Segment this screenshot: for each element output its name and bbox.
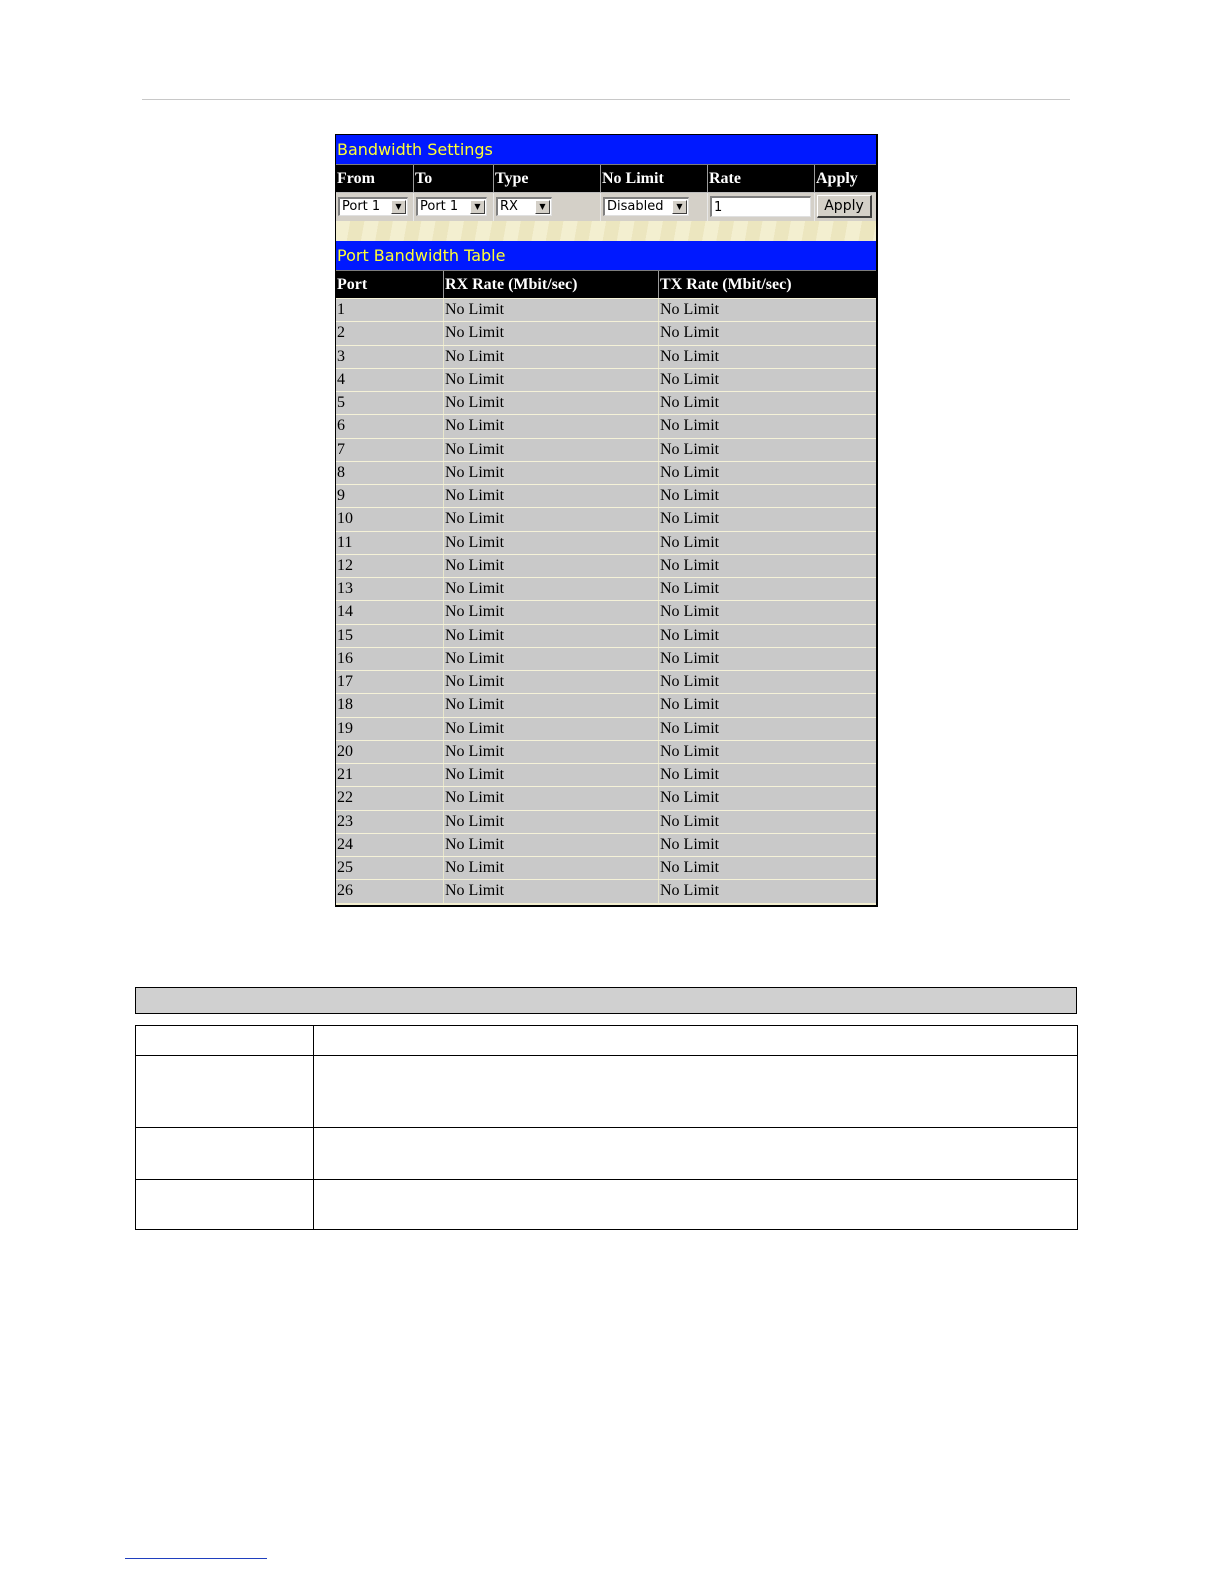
chevron-down-icon[interactable]: ▼ xyxy=(470,200,485,214)
port-table-header xyxy=(336,271,876,298)
tx-rate-cell: No Limit xyxy=(660,487,720,504)
tx-rate-cell: No Limit xyxy=(660,394,720,411)
table-row xyxy=(336,693,876,716)
tx-rate-cell: No Limit xyxy=(660,301,720,318)
port-cell: 11 xyxy=(336,532,444,554)
rx-rate-cell: No Limit xyxy=(444,834,659,856)
port-cell: 6 xyxy=(336,415,444,437)
port-cell: 19 xyxy=(336,718,444,740)
col-no-limit-header: No Limit xyxy=(601,165,708,192)
table-row xyxy=(336,810,876,833)
decorative-band xyxy=(336,221,876,241)
tx-rate-cell: No Limit xyxy=(660,347,720,365)
tx-rate-cell: No Limit xyxy=(660,835,720,853)
port-cell: 24 xyxy=(336,834,444,856)
bandwidth-settings-header xyxy=(336,165,876,192)
tx-rate-cell: No Limit xyxy=(660,719,720,737)
port-cell: 14 xyxy=(336,601,444,623)
table-row xyxy=(336,391,876,414)
table-row xyxy=(336,531,876,554)
table-row xyxy=(336,740,876,763)
table-row xyxy=(336,833,876,856)
table-row xyxy=(336,368,876,391)
table-row xyxy=(336,345,876,368)
table-row xyxy=(336,461,876,484)
bandwidth-screenshot xyxy=(335,134,878,907)
chevron-down-icon[interactable]: ▼ xyxy=(391,200,406,214)
col-rate-header: Rate xyxy=(708,165,815,192)
rx-rate-cell: No Limit xyxy=(444,462,659,484)
tx-rate-cell: No Limit xyxy=(660,742,720,760)
to-select-value: Port 1 xyxy=(420,199,459,214)
table-row xyxy=(336,600,876,623)
rx-rate-cell: No Limit xyxy=(444,369,659,391)
rate-cell xyxy=(708,193,815,221)
table-row xyxy=(336,577,876,600)
table-row xyxy=(336,554,876,577)
tx-rate-cell: No Limit xyxy=(660,649,720,667)
table-row xyxy=(336,484,876,507)
port-cell: 12 xyxy=(336,555,444,577)
tx-rate-cell: No Limit xyxy=(660,510,720,528)
parameter-cell xyxy=(136,1128,314,1180)
tx-rate-cell: No Limit xyxy=(660,580,720,597)
tx-rate-cell: No Limit xyxy=(660,673,720,690)
description-header-cell xyxy=(314,1026,1078,1056)
tx-rate-cell: No Limit xyxy=(660,812,720,830)
port-cell: 4 xyxy=(336,369,444,391)
rx-rate-cell: No Limit xyxy=(444,299,659,321)
parameter-cell xyxy=(136,1056,314,1128)
chevron-down-icon[interactable]: ▼ xyxy=(535,200,550,214)
type-cell xyxy=(494,193,601,221)
rx-rate-cell: No Limit xyxy=(444,811,659,833)
table-row xyxy=(336,856,876,879)
tx-rate-cell: No Limit xyxy=(660,370,720,388)
port-cell: 20 xyxy=(336,741,444,763)
tx-rate-cell: No Limit xyxy=(660,440,720,458)
rx-rate-cell: No Limit xyxy=(444,787,659,809)
rate-input[interactable] xyxy=(710,196,811,217)
rx-rate-cell: No Limit xyxy=(444,578,659,600)
table-row xyxy=(336,414,876,437)
tx-rate-cell: No Limit xyxy=(660,463,720,481)
col-type-header: Type xyxy=(494,165,601,192)
tx-rate-cell: No Limit xyxy=(660,882,720,900)
rx-rate-cell: No Limit xyxy=(444,857,659,879)
no-limit-cell xyxy=(601,193,708,221)
port-bandwidth-table-title: Port Bandwidth Table xyxy=(336,241,876,271)
description-cell xyxy=(314,1056,1078,1128)
from-cell xyxy=(336,193,414,221)
col-to-header: To xyxy=(414,165,494,192)
parameter-cell xyxy=(136,1180,314,1230)
port-cell: 18 xyxy=(336,694,444,716)
table-row xyxy=(336,438,876,461)
rx-rate-cell: No Limit xyxy=(444,485,659,507)
table-row xyxy=(136,1026,1078,1056)
col-rx-rate-header: RX Rate (Mbit/sec) xyxy=(444,271,659,298)
table-row xyxy=(136,1180,1078,1230)
rx-rate-cell: No Limit xyxy=(444,439,659,461)
chevron-down-icon[interactable]: ▼ xyxy=(672,200,687,214)
bandwidth-settings-title: Bandwidth Settings xyxy=(336,135,876,165)
rx-rate-cell: No Limit xyxy=(444,764,659,786)
table-row xyxy=(336,647,876,670)
col-tx-rate-header: TX Rate (Mbit/sec) xyxy=(660,276,792,293)
no-limit-select[interactable] xyxy=(603,197,689,216)
rx-rate-cell: No Limit xyxy=(444,415,659,437)
port-cell: 2 xyxy=(336,322,444,344)
col-port-header: Port xyxy=(336,271,444,298)
table-row xyxy=(136,1056,1078,1128)
description-cell xyxy=(314,1180,1078,1230)
rx-rate-cell: No Limit xyxy=(444,601,659,623)
description-table xyxy=(135,1025,1078,1230)
rx-rate-cell: No Limit xyxy=(444,322,659,344)
port-cell: 5 xyxy=(336,392,444,414)
from-select-value: Port 1 xyxy=(342,199,381,214)
table-row xyxy=(336,717,876,740)
port-cell: 10 xyxy=(336,508,444,530)
footer-link-rule xyxy=(125,1558,267,1559)
table-row xyxy=(336,786,876,809)
parameter-header-cell xyxy=(136,1026,314,1056)
rx-rate-cell: No Limit xyxy=(444,508,659,530)
port-cell: 7 xyxy=(336,439,444,461)
apply-cell xyxy=(815,193,876,221)
tx-rate-cell: No Limit xyxy=(660,766,720,783)
port-cell: 8 xyxy=(336,462,444,484)
type-select-value: RX xyxy=(500,199,518,214)
table-row xyxy=(336,763,876,786)
rx-rate-cell: No Limit xyxy=(444,741,659,763)
tx-rate-cell: No Limit xyxy=(660,626,720,644)
tx-rate-cell: No Limit xyxy=(660,417,720,435)
tx-rate-cell: No Limit xyxy=(660,556,720,574)
rx-rate-cell: No Limit xyxy=(444,532,659,554)
rx-rate-cell: No Limit xyxy=(444,625,659,647)
rx-rate-cell: No Limit xyxy=(444,694,659,716)
port-cell: 21 xyxy=(336,764,444,786)
port-cell: 22 xyxy=(336,787,444,809)
rx-rate-cell: No Limit xyxy=(444,880,659,902)
tx-rate-cell: No Limit xyxy=(660,696,720,714)
tx-rate-cell: No Limit xyxy=(660,859,720,876)
description-cell xyxy=(314,1128,1078,1180)
apply-button[interactable]: Apply xyxy=(817,195,872,218)
type-select[interactable] xyxy=(496,197,552,216)
tx-rate-cell: No Limit xyxy=(660,603,720,621)
port-cell: 16 xyxy=(336,648,444,670)
table-row xyxy=(336,624,876,647)
description-table-title-bar xyxy=(135,987,1077,1014)
port-cell: 25 xyxy=(336,857,444,879)
rx-rate-cell: No Limit xyxy=(444,648,659,670)
tx-rate-cell: No Limit xyxy=(660,324,720,342)
table-row xyxy=(336,298,876,321)
table-row xyxy=(136,1128,1078,1180)
port-cell: 26 xyxy=(336,880,444,902)
to-select[interactable] xyxy=(416,197,487,216)
rx-rate-cell: No Limit xyxy=(444,392,659,414)
port-cell: 23 xyxy=(336,811,444,833)
tx-rate-cell: No Limit xyxy=(660,789,720,807)
tx-rate-cell: No Limit xyxy=(660,533,720,551)
port-cell: 17 xyxy=(336,671,444,693)
port-cell: 9 xyxy=(336,485,444,507)
port-cell: 1 xyxy=(336,299,444,321)
to-cell xyxy=(414,193,494,221)
port-table-body xyxy=(336,298,876,903)
table-row xyxy=(336,507,876,530)
table-row xyxy=(336,321,876,344)
bandwidth-settings-controls xyxy=(336,192,876,221)
page-top-rule xyxy=(142,99,1070,100)
no-limit-select-value: Disabled xyxy=(607,199,664,214)
port-cell: 15 xyxy=(336,625,444,647)
rx-rate-cell: No Limit xyxy=(444,718,659,740)
port-cell: 13 xyxy=(336,578,444,600)
rx-rate-cell: No Limit xyxy=(444,346,659,368)
rx-rate-cell: No Limit xyxy=(444,555,659,577)
from-select[interactable] xyxy=(338,197,408,216)
rx-rate-cell: No Limit xyxy=(444,671,659,693)
table-row xyxy=(336,879,876,902)
col-apply-header: Apply xyxy=(816,170,858,187)
table-row xyxy=(336,670,876,693)
col-from-header: From xyxy=(336,165,414,192)
port-cell: 3 xyxy=(336,346,444,368)
